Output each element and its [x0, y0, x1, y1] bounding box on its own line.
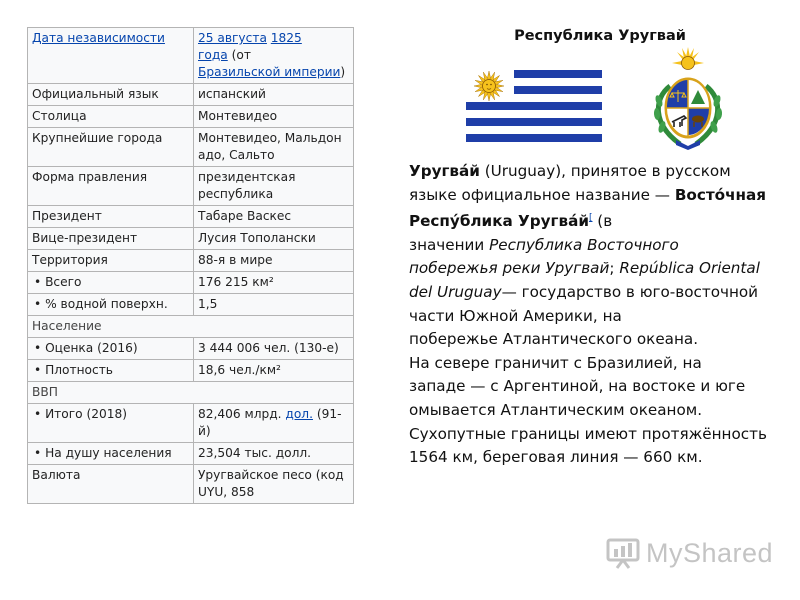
empire-link[interactable]: Бразильской империи	[198, 65, 341, 79]
year-link[interactable]: 1825	[270, 31, 302, 45]
article-line: На севере граничит с Бразилией, на	[409, 353, 702, 372]
article-line: побережье Атлантического океана.	[409, 330, 699, 349]
infobox-table	[27, 27, 354, 504]
table-row: Валюта Уругвайское песо (код UYU, 858	[28, 465, 354, 504]
presentation-icon	[606, 537, 640, 569]
dollar-link[interactable]: дол.	[285, 407, 313, 421]
table-row: • Плотность 18,6 чел./км²	[28, 360, 354, 382]
table-row	[28, 28, 354, 84]
myshared-watermark	[606, 535, 773, 571]
article-line: del Uruguay— государство в юго-восточной	[409, 283, 759, 302]
table-row: Президент Табаре Васкес	[28, 206, 354, 228]
table-row: Крупнейшие города Монтевидео, Мальдон адо, Сальто	[28, 128, 354, 167]
table-row: • На душу населения 23,504 тыс. долл.	[28, 443, 354, 465]
article-line: части Южной Америки, на	[409, 306, 622, 325]
table-section-header: Население	[28, 316, 354, 338]
year-suffix-link[interactable]: года	[198, 48, 228, 62]
article-line: значении Республика Восточного	[409, 235, 679, 254]
article-line: западе — с Аргентиной, на востоке и юге	[409, 377, 746, 396]
uruguay-coat-of-arms-image	[650, 46, 726, 152]
date-link[interactable]: 25 августа	[198, 31, 267, 45]
table-row: Форма правления президентская республика	[28, 167, 354, 206]
article-line: омывается Атлантическим океаном.	[409, 401, 703, 419]
table-row: • Всего 176 215 км²	[28, 272, 354, 294]
country-name: Уругва́й	[409, 162, 480, 180]
table-row: • Итого (2018) 82,406 млрд. дол. (91-й)	[28, 404, 354, 443]
article-line: языке официальное название — Восто́чная	[409, 185, 766, 204]
table-row: Столица Монтевидео	[28, 106, 354, 128]
table-row: Официальный язык испанский	[28, 84, 354, 106]
table-row: • % водной поверхн. 1,5	[28, 294, 354, 316]
uruguay-flag-image	[466, 70, 602, 142]
article-line: Респу́блика Уругва́й[ (в	[409, 212, 613, 231]
reference-link[interactable]: [	[588, 213, 593, 224]
table-row: Вице-президент Лусия Тополански	[28, 228, 354, 250]
article-line: побережья реки Уругвай; República Oriental	[409, 259, 760, 278]
independence-key-link[interactable]: Дата независимости	[32, 31, 165, 45]
page-title: Республика Уругвай	[514, 28, 686, 44]
table-section-header: ВВП	[28, 382, 354, 404]
independence-value: 25 августа 1825 года (от Бразильской империи)	[194, 28, 354, 84]
article-line: Уругва́й (Uruguay), принятое в русском	[409, 162, 731, 180]
article-line: 1564 км, береговая линия — 660 км.	[409, 448, 703, 467]
article-text	[409, 160, 793, 470]
table-row: Территория 88-я в мире	[28, 250, 354, 272]
table-row: • Оценка (2016) 3 444 006 чел. (130-е)	[28, 338, 354, 360]
article-line: Сухопутные границы имеют протяжённость	[409, 424, 767, 443]
watermark-text: MyShared	[646, 537, 774, 568]
